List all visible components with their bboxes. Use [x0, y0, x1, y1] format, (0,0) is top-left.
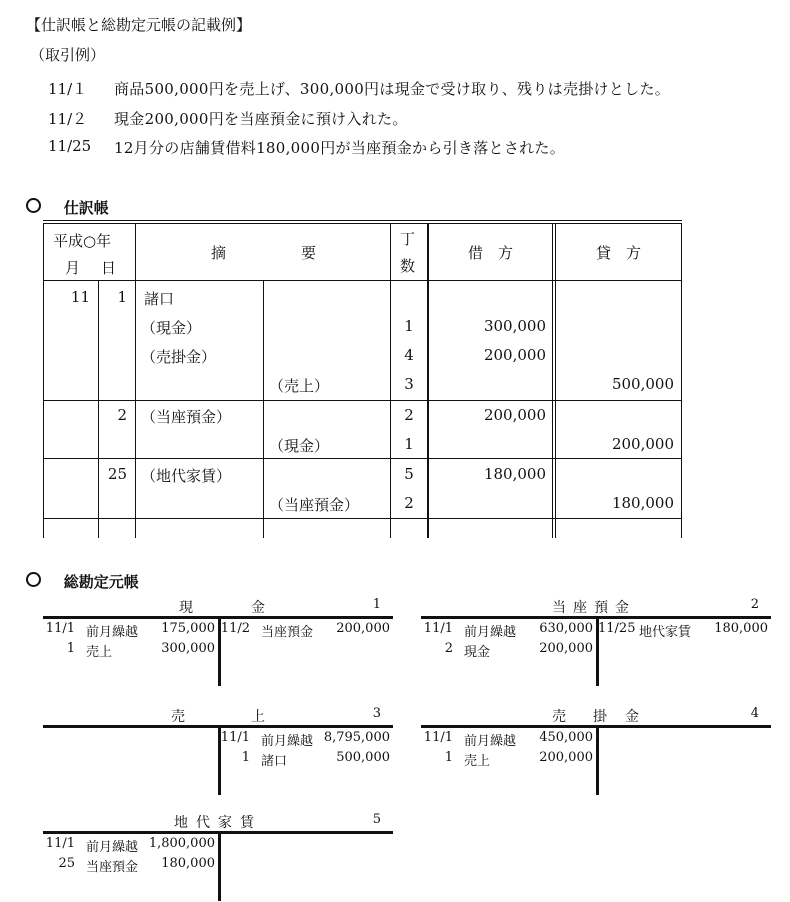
account-name-char: 金: [615, 600, 629, 616]
account-name-char: 賃: [240, 815, 254, 831]
debit-entry-date: 2: [444, 641, 453, 656]
account-number: 1: [372, 597, 381, 612]
ledger-section-title: 総勘定元帳: [63, 573, 139, 591]
journal-debit-account: （売掛金）: [141, 348, 217, 366]
journal-credit-amount: 180,000: [611, 494, 674, 512]
debit-entry-date: 1: [444, 750, 453, 765]
header-era: 平成○年: [53, 232, 112, 250]
transaction-text: 商品500,000円を売上げ、300,000円は現金で受け取り、残りは売掛けとした。: [114, 80, 671, 98]
credit-entry-amount: 180,000: [714, 621, 768, 636]
debit-entry-date: 11/1: [45, 836, 75, 851]
journal-credit-account: （当座預金）: [269, 496, 360, 514]
debit-entry-date: 11/1: [45, 621, 75, 636]
debit-entry-amount: 175,000: [161, 621, 215, 636]
debit-entry-amount: 630,000: [539, 621, 593, 636]
journal-debit-account: 諸口: [144, 290, 175, 308]
header-posting-ref-1: 丁: [400, 230, 416, 248]
document-title: 【仕訳帳と総勘定元帳の記載例】: [26, 16, 252, 34]
account-name-char: 地: [174, 815, 188, 831]
credit-entry-description: 諸口: [261, 754, 288, 769]
debit-entry-amount: 1,800,000: [148, 836, 215, 851]
journal-credit-account: （売上）: [269, 377, 330, 395]
journal-month: 11: [70, 288, 90, 306]
t-account-center-rule: [596, 725, 599, 795]
account-name-char: 金: [625, 709, 639, 725]
journal-posting-ref: 3: [404, 375, 414, 393]
debit-entry-amount: 300,000: [161, 641, 215, 656]
debit-entry-description: 現金: [464, 645, 491, 660]
debit-entry-amount: 200,000: [539, 750, 593, 765]
credit-entry-date: 1: [241, 750, 250, 765]
credit-entry-date: 11/2: [220, 621, 250, 636]
header-description-1: 摘: [211, 244, 227, 262]
journal-posting-ref: 2: [404, 406, 414, 424]
debit-entry-date: 11/1: [423, 730, 453, 745]
debit-entry-amount: 450,000: [539, 730, 593, 745]
account-number: 2: [750, 597, 759, 612]
account-name-char: 座: [573, 600, 587, 616]
credit-entry-amount: 200,000: [336, 621, 390, 636]
debit-entry-description: 売上: [464, 754, 491, 769]
account-name-char: 預: [594, 600, 608, 616]
journal-debit-account: （地代家賃）: [141, 467, 232, 485]
account-number: 3: [372, 706, 381, 721]
header-day: 日: [101, 259, 117, 277]
account-name-char: 金: [251, 600, 265, 616]
journal-debit-amount: 300,000: [483, 317, 546, 335]
journal-debit-amount: 200,000: [483, 346, 546, 364]
journal-credit-amount: 500,000: [611, 375, 674, 393]
transaction-text: 現金200,000円を当座預金に預け入れた。: [114, 110, 408, 128]
ledger-section-header: [26, 571, 139, 592]
account-name-char: 当: [552, 600, 566, 616]
ledger-account: [43, 597, 393, 687]
debit-entry-description: 前月繰越: [86, 625, 139, 640]
account-name-char: 家: [218, 815, 232, 831]
debit-entry-description: 当座預金: [86, 860, 139, 875]
journal-day: 25: [107, 465, 127, 483]
account-name-char: 売: [171, 709, 185, 725]
transaction-date: 11/25: [48, 137, 92, 155]
debit-entry-date: 11/1: [423, 621, 453, 636]
transaction-date: 11/１: [48, 80, 88, 98]
debit-entry-amount: 200,000: [539, 641, 593, 656]
journal-table: [43, 220, 682, 538]
journal-posting-ref: 1: [404, 435, 414, 453]
ledger-account: [43, 812, 393, 902]
account-name-char: 売: [552, 709, 566, 725]
debit-entry-description: 前月繰越: [86, 840, 139, 855]
journal-credit-account: （現金）: [269, 437, 330, 455]
header-description-2: 要: [301, 244, 317, 262]
ledger-account: [43, 706, 393, 796]
circle-bullet-icon: [26, 572, 41, 587]
journal-posting-ref: 5: [404, 465, 414, 483]
ledger-account: [421, 706, 771, 796]
debit-entry-amount: 180,000: [161, 856, 215, 871]
journal-credit-amount: 200,000: [611, 435, 674, 453]
debit-entry-date: 1: [66, 641, 75, 656]
transaction-text: 12月分の店舗賃借料180,000円が当座預金から引き落とされた。: [114, 139, 566, 157]
credit-entry-amount: 8,795,000: [323, 730, 390, 745]
t-account-center-rule: [218, 831, 221, 901]
journal-debit-account: （現金）: [141, 319, 202, 337]
account-name-char: 上: [251, 709, 265, 725]
debit-entry-description: 売上: [86, 645, 113, 660]
header-credit: 貸 方: [595, 244, 641, 262]
credit-entry-amount: 500,000: [336, 750, 390, 765]
journal-debit-amount: 180,000: [483, 465, 546, 483]
credit-entry-description: 当座預金: [261, 625, 314, 640]
header-debit: 借 方: [467, 244, 513, 262]
debit-entry-description: 前月繰越: [464, 625, 517, 640]
credit-entry-date: 11/1: [220, 730, 250, 745]
credit-entry-description: 前月繰越: [261, 734, 314, 749]
header-posting-ref-2: 数: [400, 257, 416, 275]
header-month: 月: [65, 259, 81, 277]
debit-entry-date: 25: [58, 856, 75, 871]
transactions-subheading: （取引例）: [30, 46, 106, 64]
journal-section-header: [26, 197, 109, 218]
journal-posting-ref: 2: [404, 494, 414, 512]
credit-entry-description: 地代家賃: [639, 625, 692, 640]
journal-debit-amount: 200,000: [483, 406, 546, 424]
account-name-char: 代: [196, 815, 210, 831]
journal-day: 2: [117, 406, 127, 424]
journal-posting-ref: 1: [404, 317, 414, 335]
debit-entry-description: 前月繰越: [464, 734, 517, 749]
account-name-char: 掛: [593, 709, 607, 725]
account-number: 4: [750, 706, 759, 721]
transaction-date: 11/２: [48, 110, 88, 128]
journal-debit-account: （当座預金）: [141, 408, 232, 426]
journal-day: 1: [117, 288, 127, 306]
credit-entry-date: 11/25: [598, 621, 636, 636]
account-number: 5: [372, 812, 381, 827]
circle-bullet-icon: [26, 198, 41, 213]
journal-posting-ref: 4: [404, 346, 414, 364]
journal-section-title: 仕訳帳: [63, 199, 109, 217]
ledger-account: [421, 597, 771, 687]
account-name-char: 現: [179, 600, 193, 616]
